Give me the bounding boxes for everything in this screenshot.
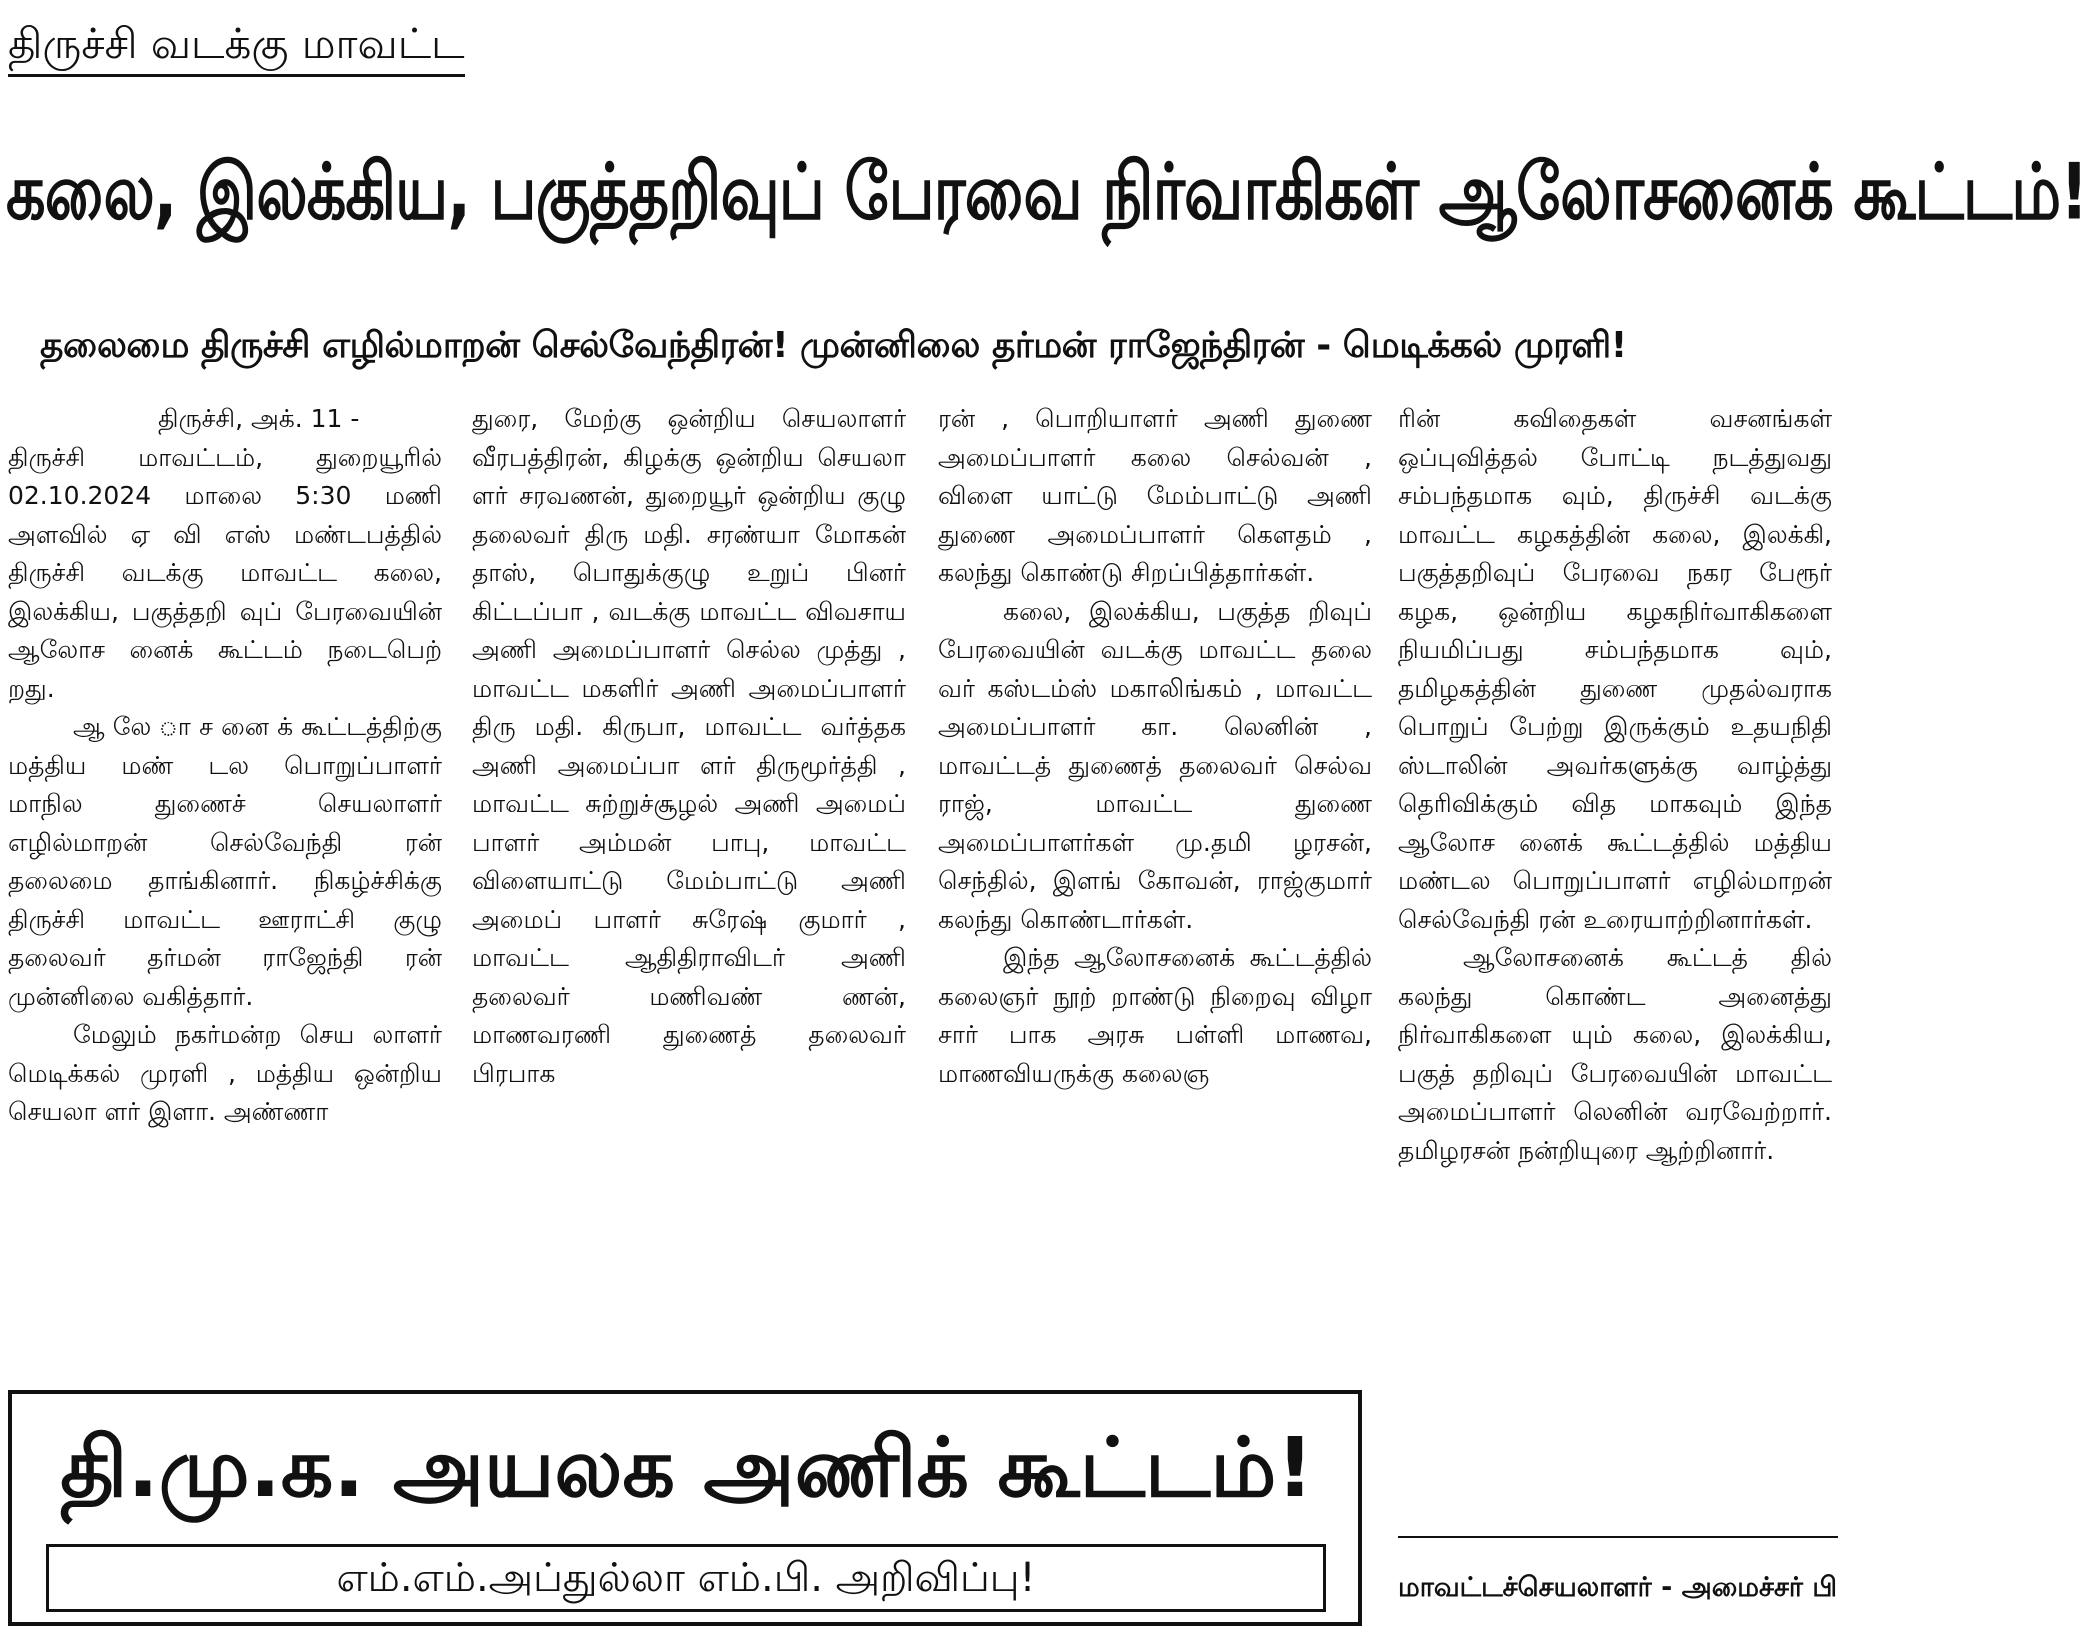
article-paragraph: திருச்சி மாவட்டம், துறையூரில் 02.10.2024 மாலை 5:30 மணி அளவில் ஏ வி எஸ் மண்டபத்தில் திருச்சி வடக்கு மாவட்ட கலை, இலக்கிய, பகுத்தறி வுப் பேரவையின் ஆலோச னைக் கூட்டம் நடைபெற் றது.	[8, 442, 442, 703]
article-paragraph: ஆலோசனைக் கூட்டத் தில் கலந்து கொண்ட அனைத்து நிர்வாகிகளை யும் கலை, இலக்கிய, பகுத் தறிவுப் பேரவையின் மாவட்ட அமைப்பாளர் லெனின் வரவேற்றார். தமிழரசன் நன்றியுரை ஆற்றினார்.	[1398, 943, 1832, 1165]
article-column-2	[472, 400, 906, 1093]
boxed-story-headline: தி.மு.க. அயலக அணிக் கூட்டம்!	[60, 1421, 1314, 1516]
sub-headline: தலைமை திருச்சி எழில்மாறன் செல்வேந்திரன்! முன்னிலை தர்மன் ராஜேந்திரன் - மெடிக்கல் முரளி!	[40, 325, 1627, 366]
article-paragraph: ரின் கவிதைகள் வசனங்கள் ஒப்புவித்தல் போட்டி நடத்துவது சம்பந்தமாக வும், திருச்சி வடக்கு மாவட்ட கழகத்தின் கலை, இலக்கி, பகுத்தறிவுப் பேரவை நகர பேரூர் கழக, ஒன்றிய கழகநிர்வாகிகளை நியமிப்பது சம்பந்தமாக வும், தமிழகத்தின் துணை முதல்வராக பொறுப் பேற்று இருக்கும் உதயநிதி ஸ்டாலின் அவர்களுக்கு வாழ்த்து தெரிவிக்கும் வித மாகவும் இந்த ஆலோச னைக் கூட்டத்தில் மத்திய மண்டல பொறுப்பாளர் எழில்மாறன் செல்வேந்தி ரன் உரையாற்றினார்கள்.	[1398, 404, 1832, 934]
article-paragraph: மேலும் நகர்மன்ற செய லாளர் மெடிக்கல் முரளி , மத்திய ஒன்றிய செயலா ளர் இளா. அண்ணா	[8, 1020, 442, 1126]
article-paragraph: ஆ லே ா ச னை க் கூட்டத்திற்கு மத்திய மண் டல பொறுப்பாளர் மாநில துணைச் செயலாளர் எழில்மாறன் செல்வேந்தி ரன் தலைமை தாங்கினார். நிகழ்ச்சிக்கு திருச்சி மாவட்ட ஊராட்சி குழு தலைவர் தர்மன் ராஜேந்தி ரன் முன்னிலை வகித்தார்.	[8, 712, 442, 1011]
next-story-headline: மாவட்டச்செயலாளர் - அமைச்சர் பி	[1398, 1572, 1838, 1603]
article-paragraph: துரை, மேற்கு ஒன்றிய செயலாளர் வீரபத்திரன், கிழக்கு ஒன்றிய செயலா ளர் சரவணன், துறையூர் ஒன்றிய குழு தலைவர் திரு மதி. சரண்யா மோகன் தாஸ், பொதுக்குழு உறுப் பினர் கிட்டப்பா , வடக்கு மாவட்ட விவசாய அணி அமைப்பாளர் செல்ல முத்து , மாவட்ட மகளிர் அணி அமைப்பாளர் திரு மதி. கிருபா, மாவட்ட வர்த்தக அணி அமைப்பா ளர் திருமூர்த்தி , மாவட்ட சுற்றுச்சூழல் அணி அமைப் பாளர் அம்மன் பாபு, மாவட்ட விளையாட்டு மேம்பாட்டு அணி அமைப் பாளர் சுரேஷ் குமார் , மாவட்ட ஆதிதிராவிடர் அணி தலைவர் மணிவண் ணன், மாணவரணி துணைத் தலைவர் பிரபாக	[472, 404, 906, 1088]
article-paragraph: ரன் , பொறியாளர் அணி துணை அமைப்பாளர் கலை செல்வன் , விளை யாட்டு மேம்பாட்டு அணி துணை அமைப்பாளர் கௌதம் , கலந்து கொண்டு சிறப்பித்தார்கள்.	[938, 404, 1372, 587]
article-column-1	[8, 400, 442, 1132]
article-column-3	[938, 400, 1372, 1093]
article-column-4	[1398, 400, 1832, 1170]
article-dateline: திருச்சி, அக். 11 -	[158, 404, 360, 433]
section-kicker: திருச்சி வடக்கு மாவட்ட	[8, 18, 465, 77]
boxed-story-subheadline: எம்.எம்.அப்துல்லா எம்.பி. அறிவிப்பு!	[46, 1544, 1326, 1612]
article-paragraph: கலை, இலக்கிய, பகுத்த றிவுப் பேரவையின் வடக்கு மாவட்ட தலை வர் கஸ்டம்ஸ் மகாலிங்கம் , மாவட்ட அமைப்பாளர் கா. லெனின் , மாவட்டத் துணைத் தலைவர் செல்வ ராஜ், மாவட்ட துணை அமைப்பாளர்கள் மு.தமி ழரசன், செந்தில், இளங் கோவன், ராஜ்குமார் கலந்து கொண்டார்கள்.	[938, 596, 1372, 934]
article-paragraph: இந்த ஆலோசனைக் கூட்டத்தில் கலைஞர் நூற் றாண்டு நிறைவு விழா சார் பாக அரசு பள்ளி மாணவ, மாணவியருக்கு கலைஞ	[938, 943, 1372, 1088]
boxed-story	[8, 1390, 1362, 1626]
main-headline: கலை, இலக்கிய, பகுத்தறிவுப் பேரவை நிர்வாகிகள் ஆலோசனைக் கூட்டம்!	[6, 145, 2087, 237]
column-divider-rule	[1398, 1536, 1838, 1538]
